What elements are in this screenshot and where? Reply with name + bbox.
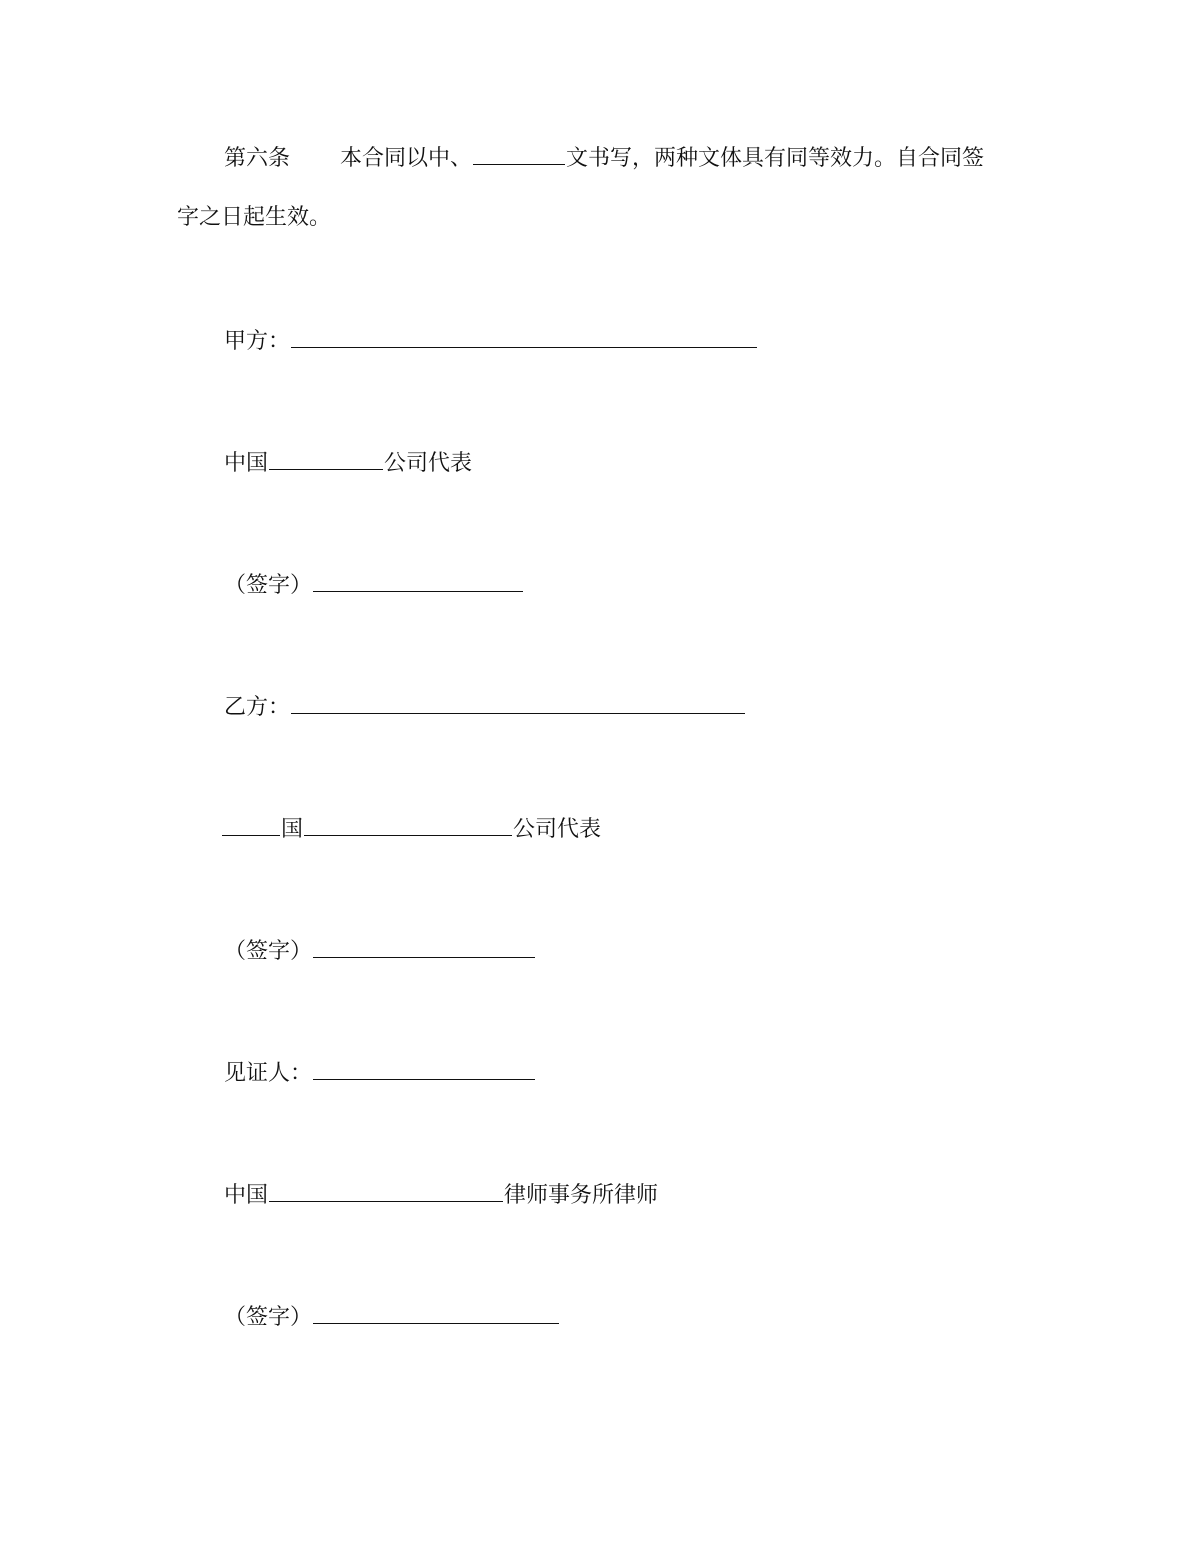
- party-b-line: [224, 691, 746, 723]
- party-b-country-blank[interactable]: [222, 813, 280, 836]
- witness-firm-prefix: 中国: [224, 1183, 269, 1208]
- party-a-signature-blank[interactable]: [313, 569, 523, 592]
- party-a-company-line: [224, 447, 472, 479]
- witness-sign-label: （签字）: [224, 1305, 313, 1330]
- witness-firm-line: [224, 1179, 658, 1211]
- party-b-sign-line: [224, 935, 536, 967]
- party-a-company-prefix: 中国: [224, 451, 269, 476]
- party-b-company-blank[interactable]: [304, 813, 512, 836]
- party-a-sign-label: （签字）: [224, 573, 313, 598]
- party-b-name-blank[interactable]: [291, 691, 745, 714]
- party-a-name-blank[interactable]: [291, 325, 757, 348]
- article-text-part1: 本合同以中、: [340, 146, 473, 171]
- party-b-company-suffix: 公司代表: [513, 817, 602, 842]
- party-a-company-blank[interactable]: [269, 447, 383, 470]
- witness-signature-blank[interactable]: [313, 1301, 559, 1324]
- article-line-2: [177, 203, 331, 233]
- article-number: 第六条: [224, 146, 291, 171]
- party-b-country-suffix: 国: [281, 817, 304, 842]
- party-a-company-suffix: 公司代表: [384, 451, 473, 476]
- witness-line: [224, 1057, 536, 1089]
- party-a-sign-line: [224, 569, 524, 601]
- party-b-signature-blank[interactable]: [313, 935, 535, 958]
- article-line-1: [224, 142, 984, 174]
- witness-sign-line: [224, 1301, 560, 1333]
- party-b-sign-label: （签字）: [224, 939, 313, 964]
- language-blank[interactable]: [473, 142, 565, 165]
- witness-label: 见证人：: [224, 1061, 313, 1086]
- party-a-line: [224, 325, 758, 357]
- witness-name-blank[interactable]: [313, 1057, 535, 1080]
- witness-firm-suffix: 律师事务所律师: [504, 1183, 659, 1208]
- party-a-label: 甲方：: [224, 329, 291, 354]
- article-text-part2: 文书写，两种文体具有同等效力。自合同签: [566, 146, 985, 171]
- witness-firm-blank[interactable]: [269, 1179, 503, 1202]
- party-b-label: 乙方：: [224, 695, 291, 720]
- article-text-line2: 字之日起生效。: [177, 205, 332, 230]
- party-b-company-line: [222, 813, 601, 845]
